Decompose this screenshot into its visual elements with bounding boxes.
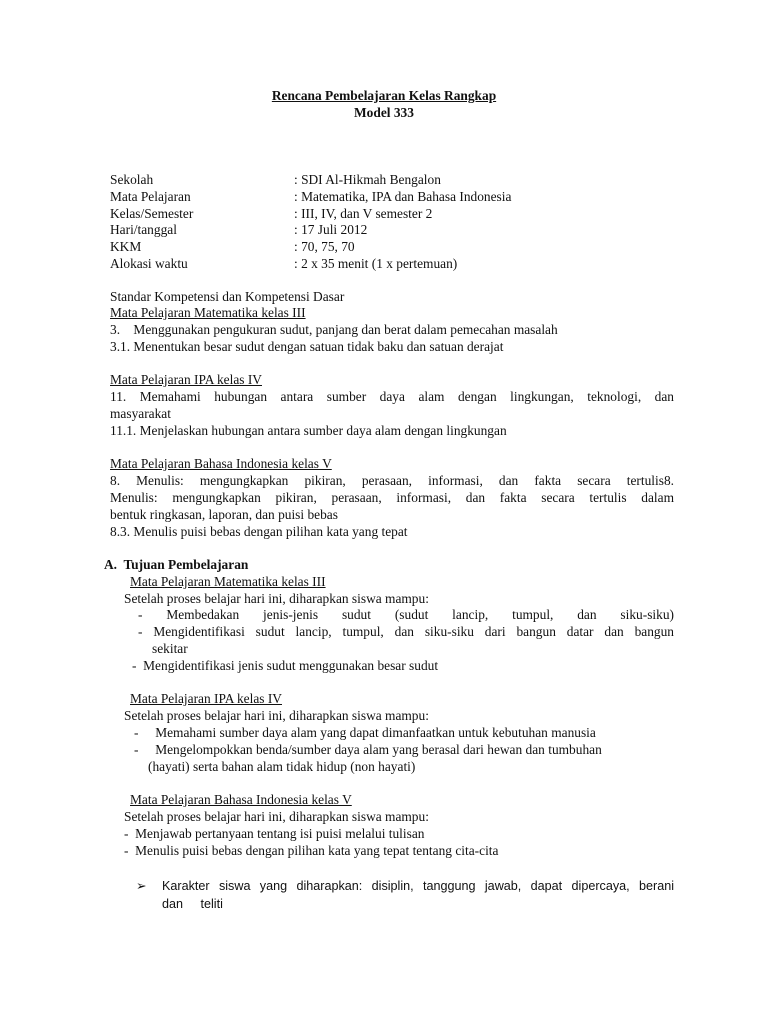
identity-value: : 70, 75, 70 <box>294 239 355 254</box>
tujuan-ipa-item: - Mengelompokkan benda/sumber daya alam yang berasal dari hewan dan tumbuhan <box>134 742 602 757</box>
arrow-bullet-icon: ➢ <box>136 879 147 893</box>
tujuan-ipa-intro: Setelah proses belajar hari ini, diharapkan siswa mampu: <box>124 708 429 723</box>
identity-value: : 2 x 35 menit (1 x pertemuan) <box>294 256 458 271</box>
identity-label: Sekolah <box>110 172 154 187</box>
sk-bind-line: bentuk ringkasan, laporan, dan puisi bebas <box>110 507 338 522</box>
sk-ipa-line: masyarakat <box>110 406 171 421</box>
identity-label: Kelas/Semester <box>110 206 194 221</box>
sk-ipa-line: 11. Memahami hubungan antara sumber daya alam dengan lingkungan, teknologi, dan <box>110 389 674 404</box>
sk-mat-subject: Mata Pelajaran Matematika kelas III <box>110 305 306 320</box>
identity-value: : III, IV, dan V semester 2 <box>294 206 433 221</box>
sk-ipa-subject: Mata Pelajaran IPA kelas IV <box>110 372 262 387</box>
tujuan-bind-subject: Mata Pelajaran Bahasa Indonesia kelas V <box>130 792 352 807</box>
identity-label: KKM <box>110 239 142 254</box>
tujuan-bind-intro: Setelah proses belajar hari ini, diharapkan siswa mampu: <box>124 809 429 824</box>
sk-mat-line: 3. Menggunakan pengukuran sudut, panjang dan berat dalam pemecahan masalah <box>110 322 558 337</box>
tujuan-mat-item: - Mengidentifikasi jenis sudut menggunakan besar sudut <box>132 658 439 673</box>
tujuan-ipa-subject: Mata Pelajaran IPA kelas IV <box>130 691 282 706</box>
sk-bind-subject: Mata Pelajaran Bahasa Indonesia kelas V <box>110 456 332 471</box>
karakter-line: Karakter siswa yang diharapkan: disiplin, tanggung jawab, dapat dipercaya, berani <box>162 879 674 893</box>
sk-bind-line: 8.3. Menulis puisi bebas dengan pilihan kata yang tepat <box>110 524 408 539</box>
sk-bind-line: Menulis: mengungkapkan pikiran, perasaan, informasi, dan fakta secara tertulis dalam <box>110 490 674 505</box>
tujuan-ipa-item: - Memahami sumber daya alam yang dapat dimanfaatkan untuk kebutuhan manusia <box>134 725 596 740</box>
identity-label: Hari/tanggal <box>110 222 177 237</box>
tujuan-mat-intro: Setelah proses belajar hari ini, diharapkan siswa mampu: <box>124 591 429 606</box>
karakter-line: dan teliti <box>162 897 223 911</box>
sk-bind-line: 8. Menulis: mengungkapkan pikiran, perasaan, informasi, dan fakta secara tertulis8. <box>110 473 674 488</box>
identity-value: : SDI Al-Hikmah Bengalon <box>294 172 441 187</box>
tujuan-bind-item: - Menjawab pertanyaan tentang isi puisi melalui tulisan <box>124 826 425 841</box>
tujuan-heading: A. Tujuan Pembelajaran <box>104 557 249 572</box>
document-title: Rencana Pembelajaran Kelas Rangkap <box>271 88 497 103</box>
tujuan-bind-item: - Menulis puisi bebas dengan pilihan kata yang tepat tentang cita-cita <box>124 843 499 858</box>
identity-value: : 17 Juli 2012 <box>294 222 368 237</box>
tujuan-mat-item: - Mengidentifikasi sudut lancip, tumpul, dan siku-siku dari bangun datar dan bangun <box>138 624 674 639</box>
identity-label: Mata Pelajaran <box>110 189 191 204</box>
sk-mat-line: 3.1. Menentukan besar sudut dengan satuan tidak baku dan satuan derajat <box>110 339 504 354</box>
sk-heading: Standar Kompetensi dan Kompetensi Dasar <box>110 289 345 304</box>
tujuan-ipa-item: (hayati) serta bahan alam tidak hidup (non hayati) <box>148 759 416 774</box>
identity-value: : Matematika, IPA dan Bahasa Indonesia <box>294 189 512 204</box>
tujuan-mat-subject: Mata Pelajaran Matematika kelas III <box>130 574 326 589</box>
tujuan-mat-item: - Membedakan jenis-jenis sudut (sudut lancip, tumpul, dan siku-siku) <box>138 607 674 622</box>
document-subtitle: Model 333 <box>354 105 414 120</box>
identity-label: Alokasi waktu <box>110 256 188 271</box>
sk-ipa-line: 11.1. Menjelaskan hubungan antara sumber daya alam dengan lingkungan <box>110 423 507 438</box>
tujuan-mat-item: sekitar <box>152 641 188 656</box>
